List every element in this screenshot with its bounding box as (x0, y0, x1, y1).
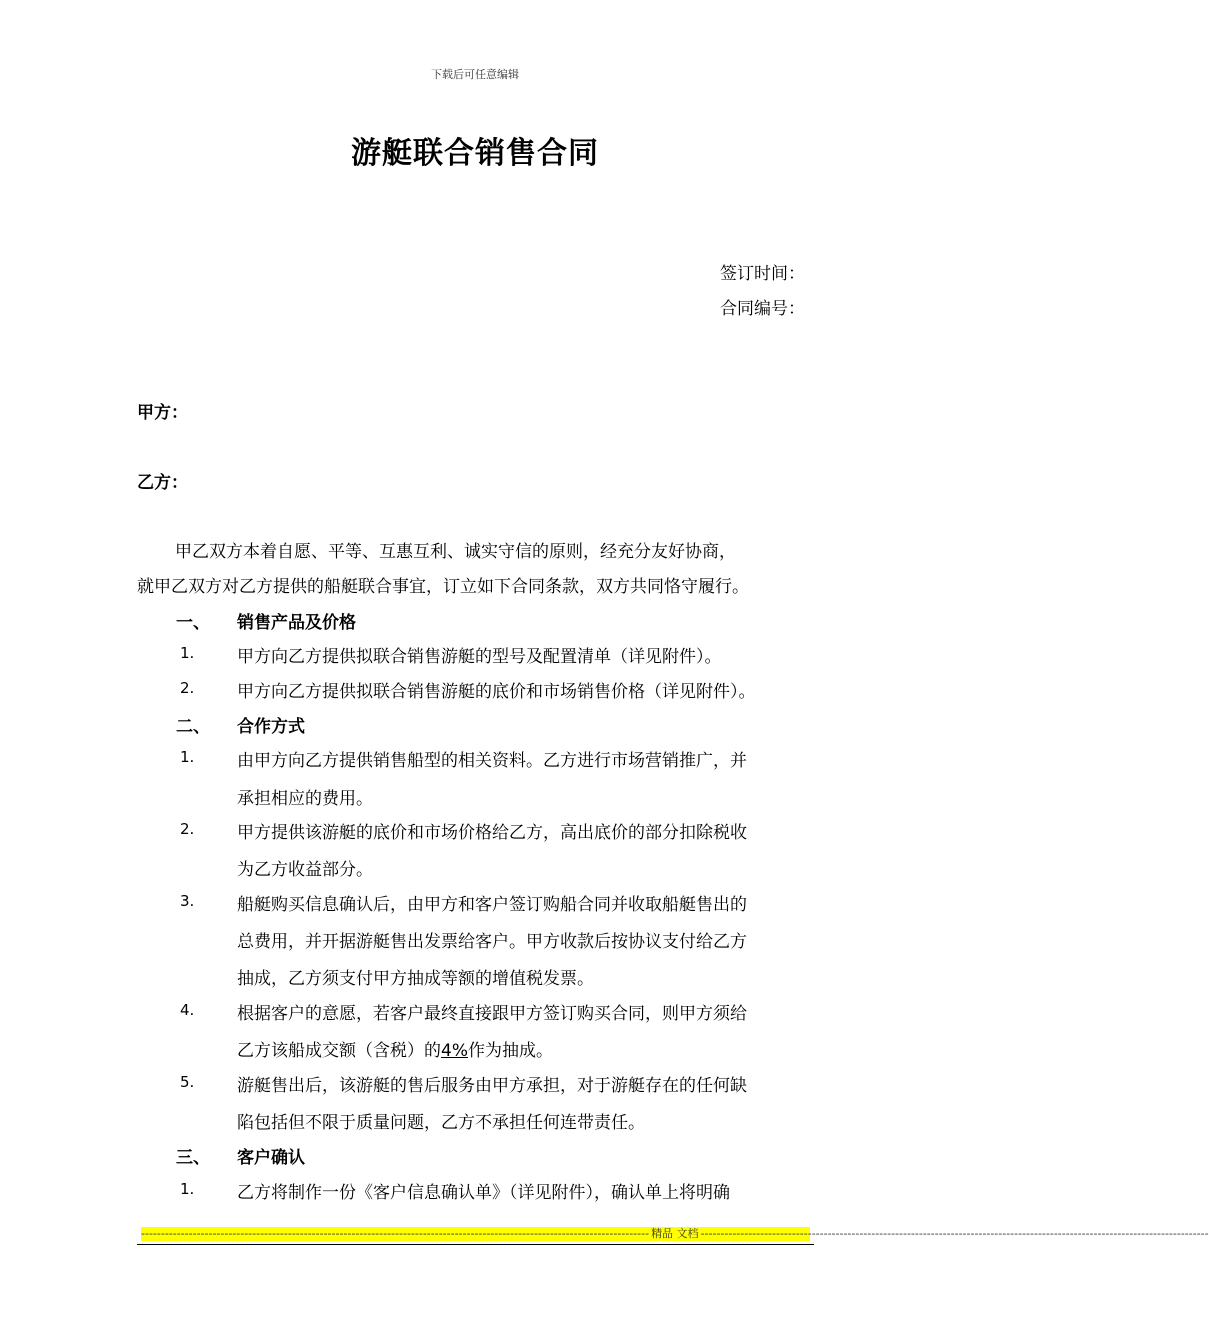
section-2-item-4-number: 4. (180, 1001, 195, 1019)
section-2-item-3-line-2: 总费用，并开据游艇售出发票给客户。甲方收款后按协议支付给乙方 (237, 932, 747, 952)
section-1-item-2-text: 甲方向乙方提供拟联合销售游艇的底价和市场销售价格（详见附件）。 (237, 682, 756, 702)
header-note: 下载后可任意编辑 (431, 68, 519, 81)
contract-number-label: 合同编号： (720, 299, 805, 319)
document-title: 游艇联合销售合同 (351, 136, 599, 171)
section-2-item-3-line-3: 抽成，乙方须支付甲方抽成等额的增值税发票。 (237, 969, 594, 989)
section-3-title: 客户确认 (237, 1148, 305, 1168)
section-1-item-2-number: 2. (180, 679, 195, 697)
footer-band (141, 1227, 1209, 1241)
section-2-item-4-line-2-prefix: 乙方该船成交额（含税）的 (237, 1041, 441, 1061)
section-2-item-5-line-2: 陷包括但不限于质量问题，乙方不承担任何连带责任。 (237, 1113, 645, 1133)
section-2-item-2-line-2: 为乙方收益部分。 (237, 860, 373, 880)
commission-rate: 4% (441, 1041, 468, 1061)
section-1-item-1-number: 1. (180, 644, 195, 662)
sign-time-label: 签订时间： (720, 264, 805, 284)
party-a-label: 甲方： (137, 403, 188, 423)
section-2-item-4-line-2-suffix: 作为抽成。 (467, 1041, 553, 1061)
section-2-item-3-number: 3. (180, 892, 195, 910)
footer-dashes-right: -------------------------------------------------------------------------------------------------------------------------------- (700, 1227, 1209, 1240)
section-3-item-1-text: 乙方将制作一份《客户信息确认单》（详见附件），确认单上将明确 (237, 1183, 730, 1203)
section-3-number: 三、 (176, 1148, 210, 1168)
section-2-title: 合作方式 (237, 717, 305, 737)
section-1-number: 一、 (176, 613, 210, 633)
section-3-item-1-number: 1. (180, 1180, 195, 1198)
section-1-item-1-text: 甲方向乙方提供拟联合销售游艇的型号及配置清单（详见附件）。 (237, 647, 722, 667)
section-1-title: 销售产品及价格 (237, 613, 356, 633)
intro-line-2: 就甲乙双方对乙方提供的船艇联合事宜，订立如下合同条款，双方共同恪守履行。 (137, 577, 749, 597)
section-2-item-1-number: 1. (180, 748, 195, 766)
section-2-item-4-line-2 (237, 1036, 553, 1061)
section-2-item-5-number: 5. (180, 1073, 195, 1091)
section-2-item-5-line-1: 游艇售出后，该游艇的售后服务由甲方承担，对于游艇存在的任何缺 (237, 1076, 747, 1096)
section-2-item-2-line-1: 甲方提供该游艇的底价和市场价格给乙方，高出底价的部分扣除税收 (237, 823, 747, 843)
party-b-label: 乙方： (137, 473, 188, 493)
section-2-item-1-line-2: 承担相应的费用。 (237, 789, 373, 809)
section-2-item-2-number: 2. (180, 820, 195, 838)
section-2-item-4-line-1: 根据客户的意愿，若客户最终直接跟甲方签订购买合同，则甲方须给 (237, 1004, 747, 1024)
footer-rule (137, 1244, 814, 1245)
section-2-item-1-line-1: 由甲方向乙方提供销售船型的相关资料。乙方进行市场营销推广，并 (237, 751, 747, 771)
intro-line-1: 甲乙双方本着自愿、平等、互惠互利、诚实守信的原则，经充分友好协商， (175, 542, 736, 562)
footer-text: 精品 文档 (651, 1227, 699, 1240)
section-2-number: 二、 (176, 717, 210, 737)
footer-dashes-left: -------------------------------------------------------------------------------------------------------------------------------- (141, 1227, 650, 1240)
section-2-item-3-line-1: 船艇购买信息确认后，由甲方和客户签订购船合同并收取船艇售出的 (237, 895, 747, 915)
